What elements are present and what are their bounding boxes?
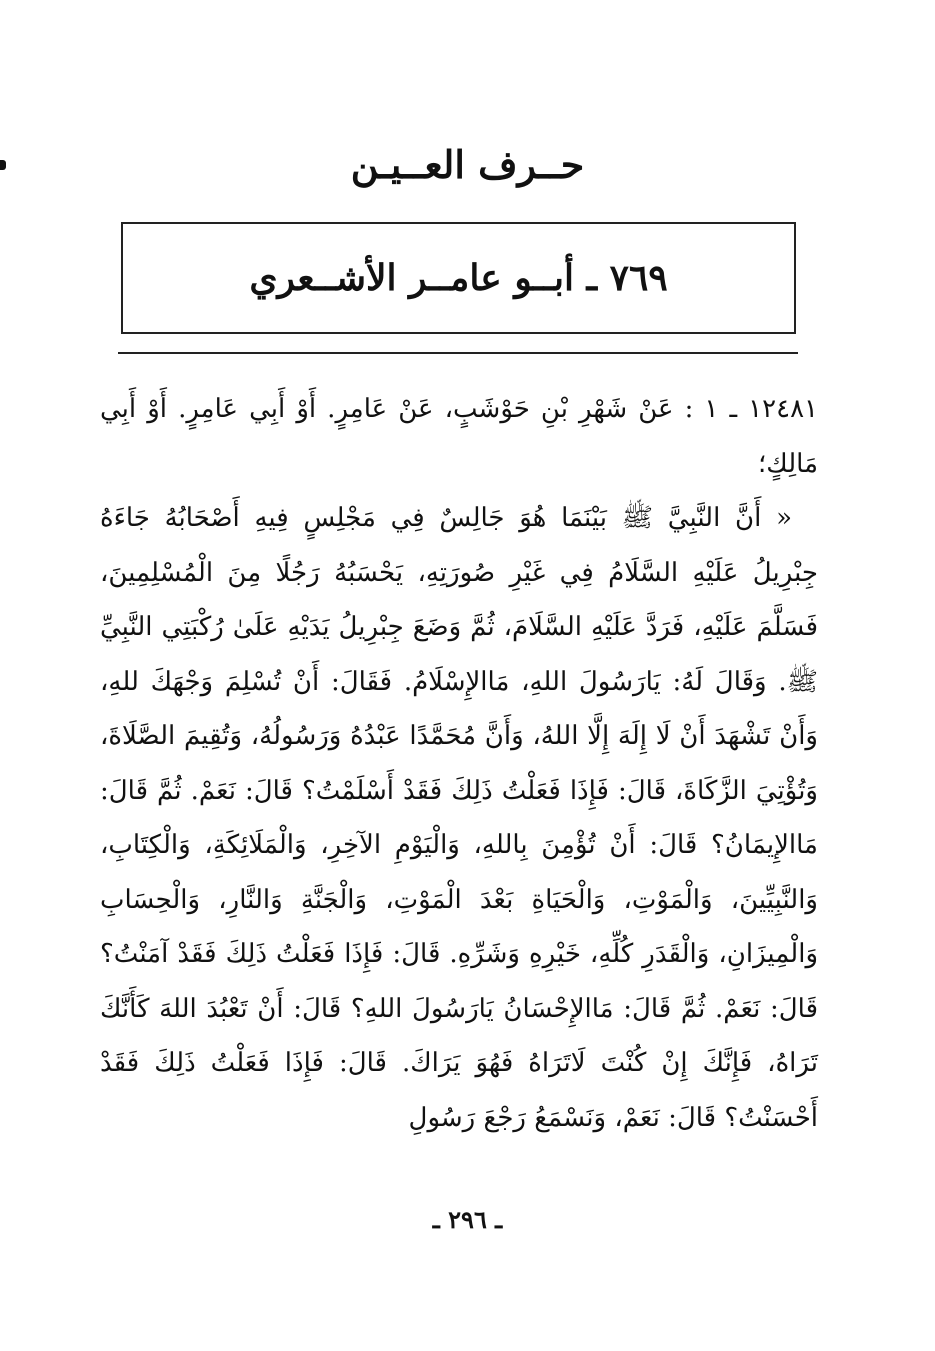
entry-heading: ٧٦٩ ـ أبــو عامــر الأشــعري [249, 257, 668, 299]
page-number: ـ ٢٩٦ ـ [432, 1205, 503, 1234]
hadith-matn: « أَنَّ النَّبِيَّ ﷺ بَيْنَمَا هُوَ جَالِسٌ فِي مَجْلِسٍ فِيهِ أَصْحَابُهُ جَاءَهُ جِبْرِيلُ عَلَيْهِ السَّلَامُ فِي غَيْرِ صُورَتِهِ، يَحْسَبُهُ رَجُلًا مِنَ الْمُسْلِمِينَ، فَسَلَّمَ عَلَيْهِ، فَرَدَّ عَلَيْهِ السَّلَامَ، ثُمَّ وَضَعَ جِبْرِيلُ يَدَيْهِ عَلَىٰ رُكْبَتِي النَّبِيِّ ﷺ. وَقَالَ لَهُ: يَارَسُولَ اللهِ، مَاالإِسْلَامُ. فَقَالَ: أَنْ تُسْلِمَ وَجْهَكَ للهِ، وَأَنْ تَشْهَدَ أَنْ لَا إِلَهَ إِلَّا اللهُ، وَأَنَّ مُحَمَّدًا عَبْدُهُ وَرَسُولُهُ، وَتُقِيمَ الصَّلَاةَ، وَتُؤْتِيَ الزَّكَاةَ، قَالَ: فَإِذَا فَعَلْتُ ذَلِكَ فَقَدْ أَسْلَمْتُ؟ قَالَ: نَعَمْ. ثُمَّ قَالَ: مَاالإِيمَانُ؟ قَالَ: أَنْ تُؤْمِنَ بِاللهِ، وَالْيَوْمِ الآخِرِ، وَالْمَلَائِكَةِ، وَالْكِتَابِ، وَالنَّبِيِّينَ، وَالْمَوْتِ، وَالْحَيَاةِ بَعْدَ الْمَوْتِ، وَالْجَنَّةِ وَالنَّارِ، وَالْحِسَابِ وَالْمِيزَانِ، وَالْقَدَرِ كُلِّهِ، خَيْرِهِ وَشَرِّهِ. قَالَ: فَإِذَا فَعَلْتُ ذَلِكَ فَقَدْ آمَنْتُ؟ قَالَ: نَعَمْ. ثُمَّ قَالَ: مَاالإِحْسَانُ يَارَسُولَ اللهِ؟ قَالَ: أَنْ تَعْبُدَ اللهَ كَأَنَّكَ تَرَاهُ، فَإِنَّكَ إِنْ كُنْتَ لَاتَرَاهُ فَهُوَ يَرَاكَ. قَالَ: فَإِذَا فَعَلْتُ ذَلِكَ فَقَدْ أَحْسَنْتُ؟ قَالَ: نَعَمْ، وَنَسْمَعُ رَجْعَ رَسُولِ [100, 503, 818, 1133]
entry-heading-box [121, 222, 796, 334]
header-rule [118, 352, 798, 354]
hadith-body [100, 382, 818, 1145]
chapter-title: حــرف العــيـن [350, 142, 585, 187]
hadith-sanad: ١٢٤٨١ ـ ١ : عَنْ شَهْرِ بْنِ حَوْشَبٍ، عَنْ عَامِرٍ. أَوْ أَبِي عَامِرٍ. أَوْ أَبِي مَالِكٍ؛ [100, 394, 818, 479]
